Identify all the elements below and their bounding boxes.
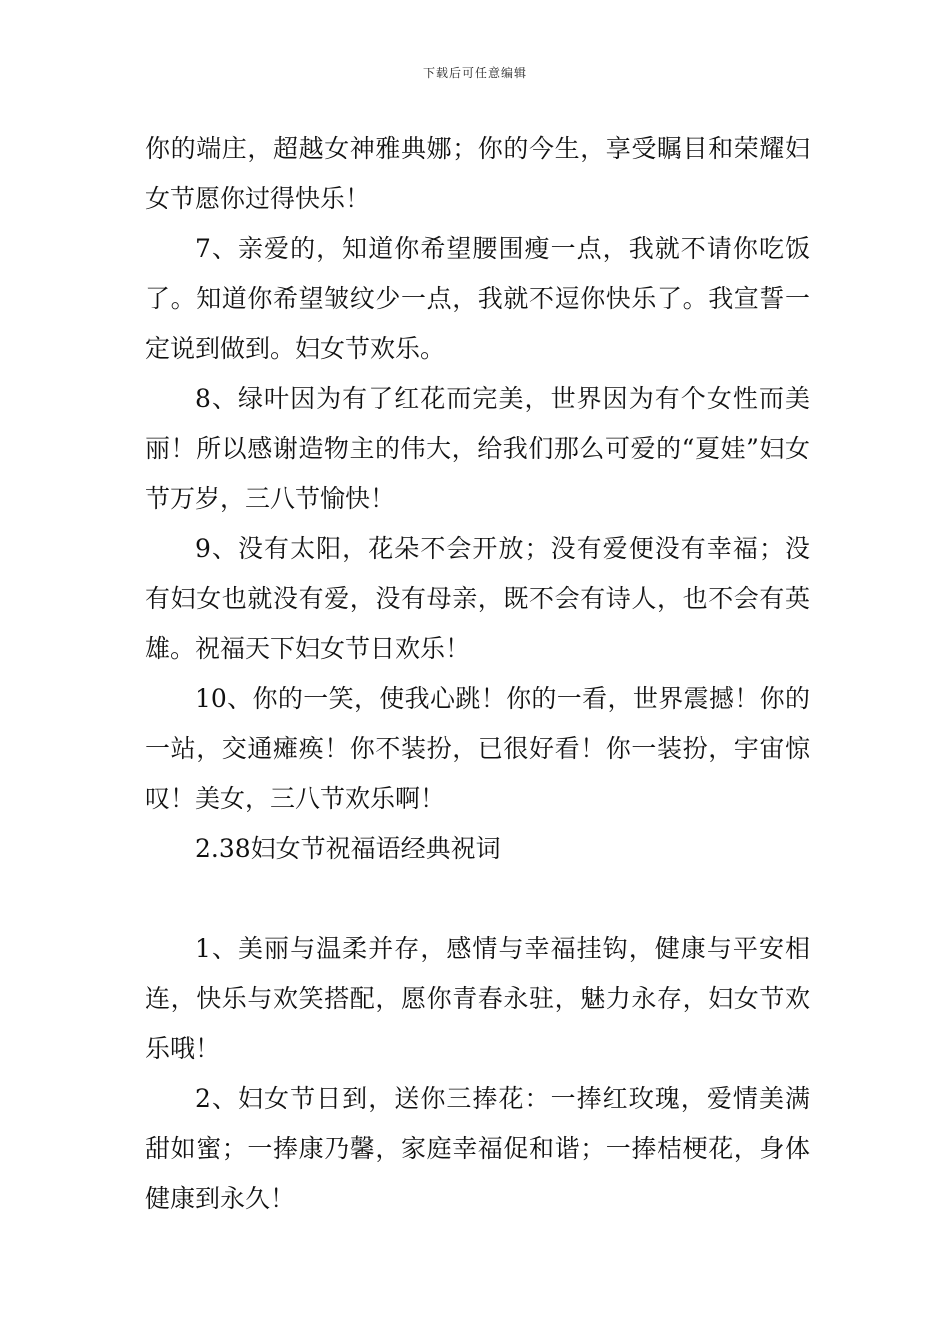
paragraph-item-7: 7、亲爱的，知道你希望腰围瘦一点，我就不请你吃饭了。知道你希望皱纹少一点，我就不逗你快乐了。我宣誓一定说到做到。妇女节欢乐。 <box>145 234 810 363</box>
paragraph-item-9: 9、没有太阳，花朵不会开放；没有爱便没有幸福；没有妇女也就没有爱，没有母亲，既不会有诗人，也不会有英雄。祝福天下妇女节日欢乐！ <box>145 534 810 663</box>
page-header: 下载后可任意编辑 <box>422 66 527 80</box>
paragraph-continuation: 你的端庄，超越女神雅典娜；你的今生，享受瞩目和荣耀妇女节愿你过得快乐！ <box>145 134 810 213</box>
paragraph-item-10: 10、你的一笑，使我心跳！你的一看，世界震撼！你的一站，交通瘫痪！你不装扮，已很好看！你一装扮，宇宙惊叹！美女，三八节欢乐啊！ <box>145 684 810 813</box>
paragraph-item-2: 2、妇女节日到，送你三捧花：一捧红玫瑰，爱情美满甜如蜜；一捧康乃馨，家庭幸福促和谐；一捧桔梗花，身体健康到永久！ <box>145 1084 810 1213</box>
paragraph-item-8: 8、绿叶因为有了红花而完美，世界因为有个女性而美丽！所以感谢造物主的伟大，给我们那么可爱的“夏娃”妇女节万岁，三八节愉快！ <box>145 384 810 513</box>
section-heading: 2.38妇女节祝福语经典祝词 <box>195 834 501 863</box>
blank-line <box>145 874 810 924</box>
paragraph-item-1: 1、美丽与温柔并存，感情与幸福挂钩，健康与平安相连，快乐与欢笑搭配，愿你青春永驻，魅力永存，妇女节欢乐哦！ <box>145 934 810 1063</box>
document-body <box>145 124 810 1224</box>
